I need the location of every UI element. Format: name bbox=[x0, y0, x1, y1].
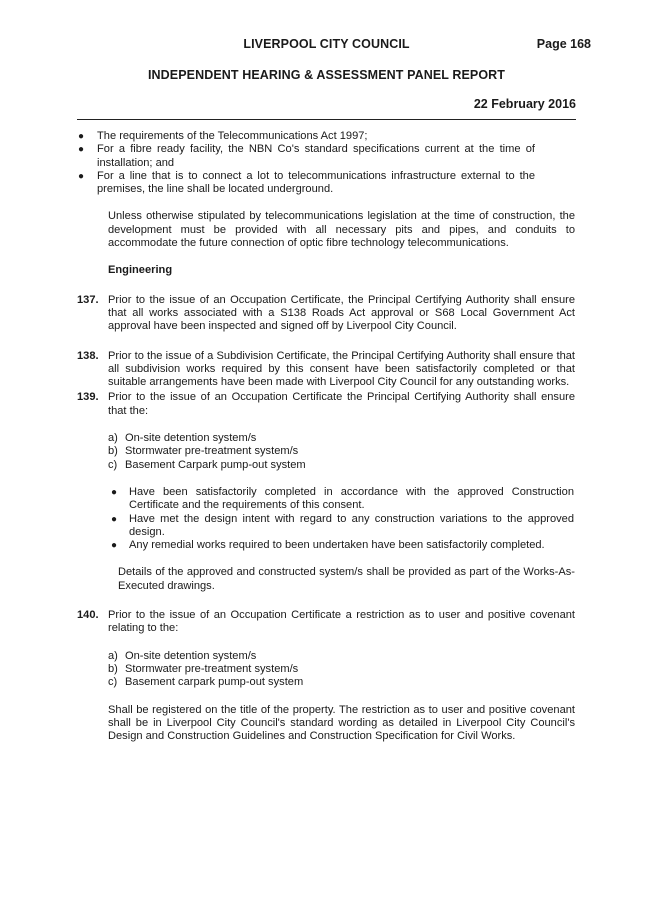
list-label: a) bbox=[108, 649, 118, 662]
list-item bbox=[108, 445, 575, 458]
condition-number: 140. bbox=[77, 609, 99, 622]
header-divider bbox=[77, 119, 576, 120]
condition-closing: Details of the approved and constructed system/s shall be provided as part of the Works-As-Executed drawings. bbox=[118, 566, 575, 592]
list-item-text: For a fibre ready facility, the NBN Co's standard specifications current at the time of installation; and bbox=[97, 143, 535, 169]
list-label: b) bbox=[108, 662, 118, 675]
system-list bbox=[108, 432, 575, 472]
list-item-text: The requirements of the Telecommunications Act 1997; bbox=[97, 130, 368, 142]
condition-number: 139. bbox=[77, 391, 99, 404]
list-item-text: For a line that is to connect a lot to telecommunications infrastructure external to the premises, the line shall be located underground. bbox=[97, 169, 535, 196]
condition-text: Prior to the issue of an Occupation Certificate the Principal Certifying Authority shall ensure that the: bbox=[108, 391, 575, 417]
bullet-icon: ● bbox=[78, 144, 85, 156]
list-item bbox=[108, 513, 574, 540]
report-title: INDEPENDENT HEARING & ASSESSMENT PANEL REPORT bbox=[147, 68, 506, 82]
condition-137 bbox=[77, 294, 575, 334]
list-item-text: Stormwater pre-treatment system/s bbox=[125, 662, 299, 675]
list-label: c) bbox=[108, 676, 118, 689]
engineering-heading: Engineering bbox=[108, 264, 173, 277]
condition-text: Prior to the issue of an Occupation Certificate, the Principal Certifying Authority shall ensure that all works associated with a S138 Roads Act approval or S68 Local Government Act approval have been inspected and signed off by Liverpool City Council. bbox=[108, 293, 575, 333]
condition-140 bbox=[77, 609, 575, 743]
list-item-text: On-site detention system/s bbox=[125, 649, 257, 662]
list-item bbox=[108, 663, 575, 676]
condition-number: 137. bbox=[77, 293, 99, 306]
list-item-text: Stormwater pre-treatment system/s bbox=[125, 445, 299, 458]
list-label: a) bbox=[108, 432, 118, 445]
list-item-text: Basement carpark pump-out system bbox=[125, 676, 304, 689]
list-item-text: Basement Carpark pump-out system bbox=[125, 458, 306, 471]
bullet-icon: ● bbox=[78, 170, 85, 182]
list-item bbox=[77, 130, 535, 143]
bullet-icon: ● bbox=[78, 131, 85, 142]
page-number: Page 168 bbox=[536, 37, 591, 51]
list-item-text: Have been satisfactorily completed in accordance with the approved Construction Certificate and the requirements of this consent. bbox=[129, 485, 574, 512]
list-item-text: Have met the design intent with regard to any construction variations to the approved design. bbox=[129, 512, 574, 538]
list-label: c) bbox=[108, 458, 118, 471]
list-item bbox=[108, 432, 575, 445]
telecom-paragraph: Unless otherwise stipulated by telecommunications legislation at the time of construction, the development must be provided with all necessary pits and pipes, and conduits to accommodate the future connection of optic fibre technology telecommunications. bbox=[108, 210, 575, 250]
list-item bbox=[108, 539, 574, 552]
council-name: LIVERPOOL CITY COUNCIL bbox=[243, 37, 410, 51]
bullet-icon: ● bbox=[111, 486, 118, 498]
system-list bbox=[108, 650, 575, 690]
document-body bbox=[77, 130, 577, 743]
completion-requirements-list bbox=[108, 486, 574, 552]
list-label: b) bbox=[108, 445, 118, 458]
list-item bbox=[108, 650, 575, 663]
telecom-requirements-list bbox=[77, 130, 535, 196]
bullet-icon: ● bbox=[111, 540, 118, 552]
list-item bbox=[77, 170, 535, 197]
condition-138 bbox=[77, 350, 575, 390]
bullet-icon: ● bbox=[111, 513, 118, 525]
condition-closing: Shall be registered on the title of the property. The restriction as to user and positive covenant shall be in Liverpool City Council's standard wording as detailed in Liverpool City Council's Design and Construction Guidelines and Construction Specification for Civil Works. bbox=[108, 703, 575, 743]
condition-number: 138. bbox=[77, 349, 99, 362]
report-date: 22 February 2016 bbox=[473, 97, 576, 111]
list-item-text: On-site detention system/s bbox=[125, 432, 257, 445]
condition-text: Prior to the issue of an Occupation Certificate a restriction as to user and positive covenant relating to the: bbox=[108, 609, 575, 635]
condition-139 bbox=[77, 391, 575, 593]
list-item bbox=[108, 676, 575, 689]
list-item bbox=[77, 143, 535, 170]
list-item-text: Any remedial works required to been undertaken have been satisfactorily completed. bbox=[129, 539, 545, 552]
condition-text: Prior to the issue of a Subdivision Certificate, the Principal Certifying Authority shall ensure that all subdivision works required by this consent have been satisfactorily completed or that suitable arrangements have been made with Liverpool City Council for any outstanding works. bbox=[108, 349, 575, 389]
list-item bbox=[108, 486, 574, 513]
list-item bbox=[108, 459, 575, 472]
